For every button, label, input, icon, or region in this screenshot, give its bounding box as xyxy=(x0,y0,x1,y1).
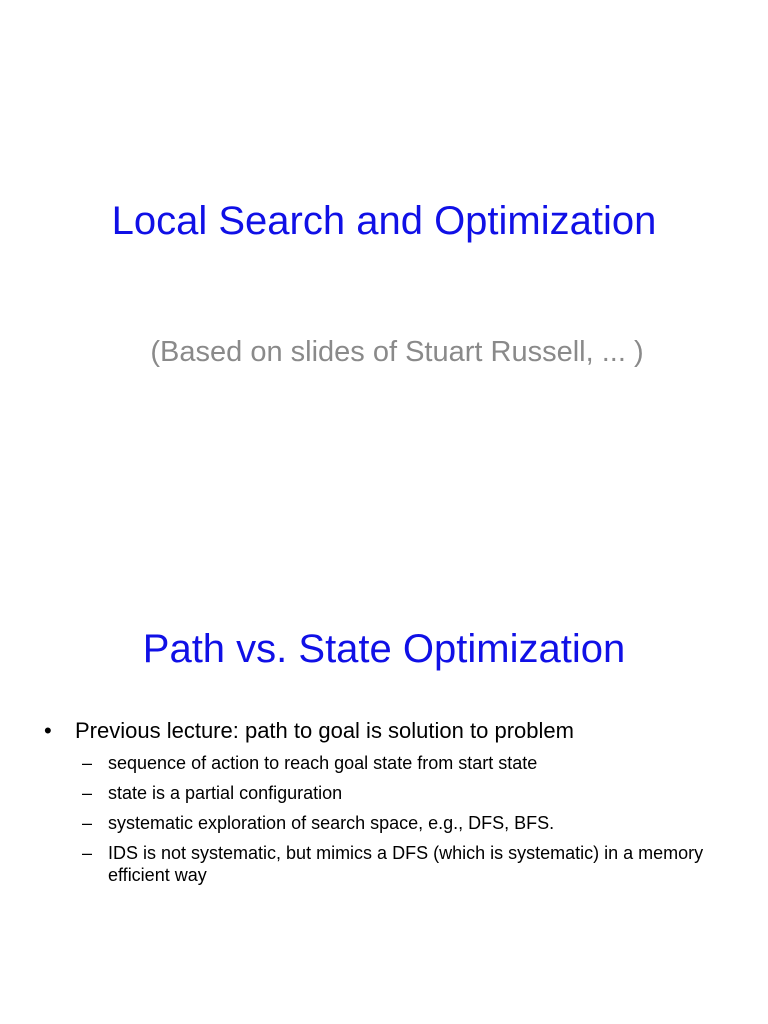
sub-bullet-text: systematic exploration of search space, e.g., DFS, BFS. xyxy=(108,813,555,833)
sub-bullet-marker: – xyxy=(82,783,93,803)
main-bullet-text: Previous lecture: path to goal is solution to problem xyxy=(75,718,574,743)
sub-bullet-text: state is a partial configuration xyxy=(108,783,343,803)
sub-bullet-marker: – xyxy=(82,813,93,833)
sub-bullet-item xyxy=(82,842,722,886)
sub-bullet-item xyxy=(82,812,722,834)
sub-bullet-item xyxy=(82,752,722,774)
sub-bullet-marker: – xyxy=(82,843,93,863)
slide-2 xyxy=(0,576,768,1024)
main-bullet xyxy=(44,717,574,745)
sub-bullet-text: sequence of action to reach goal state from start state xyxy=(108,753,538,773)
sub-bullet-item xyxy=(82,782,722,804)
slide-2-title: Path vs. State Optimization xyxy=(142,627,626,671)
slide-1-subtitle: (Based on slides of Stuart Russell, ... ) xyxy=(150,336,644,368)
sub-bullet-list xyxy=(82,752,722,894)
sub-bullet-marker: – xyxy=(82,753,93,773)
sub-bullet-text: IDS is not systematic, but mimics a DFS (which is systematic) in a memory efficient way xyxy=(108,843,704,885)
bullet-marker: • xyxy=(44,718,52,743)
slide-1-title: Local Search and Optimization xyxy=(111,199,657,243)
